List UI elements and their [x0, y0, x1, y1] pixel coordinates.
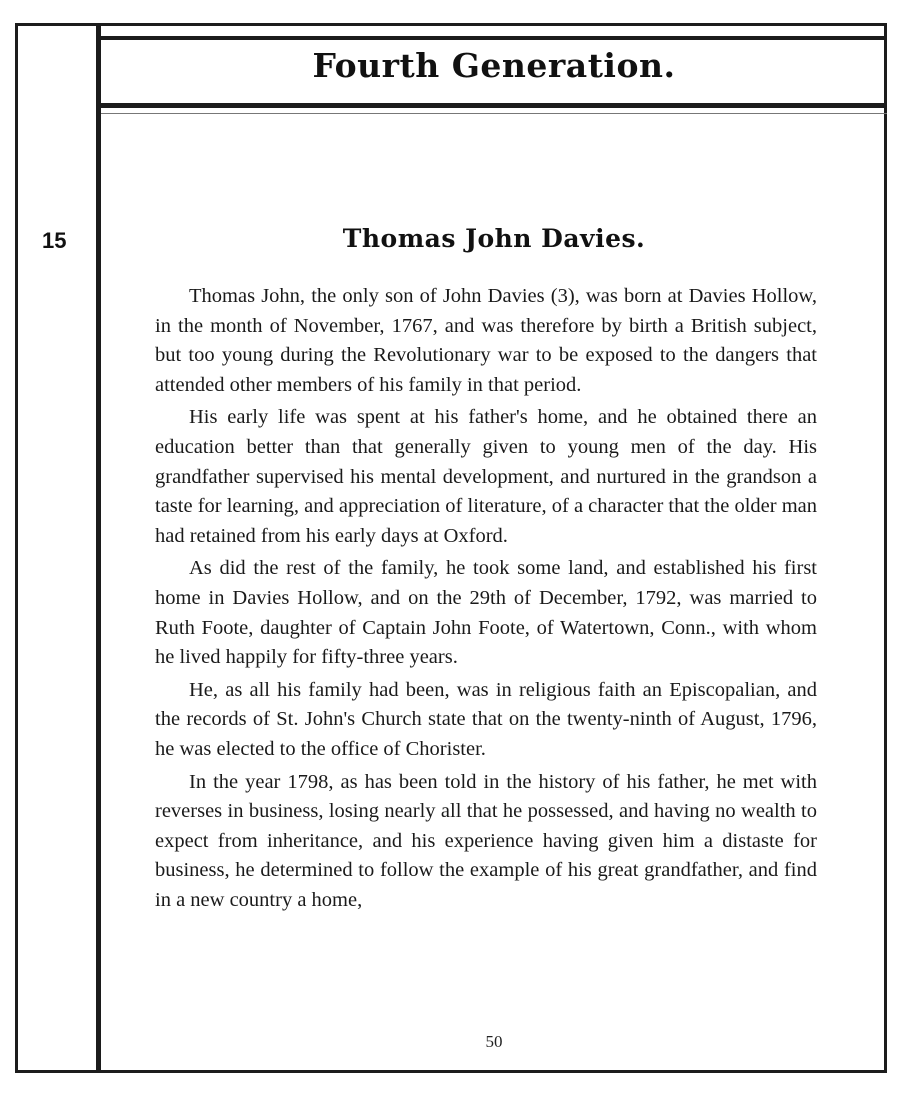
person-name-heading: Thomas John Davies.: [342, 224, 646, 253]
generation-title: Fourth Generation.: [312, 46, 676, 85]
paragraph: In the year 1798, as has been told in the history of his father, he met with reverses in business, losing nearly all that he possessed, and having no wealth to expect from inheritance, and his experience having given him a distaste for business, he determined to follow the example of his great grandfather, and find in a new country a home,: [155, 770, 817, 911]
paragraph: Thomas John, the only son of John Davies (3), was born at Davies Hollow, in the month of November, 1767, and was therefore by birth a British subject, but too young during the Revolutionary war to be exposed to the dangers that attended other members of his family in that period.: [155, 285, 817, 396]
paragraph: His early life was spent at his father's home, and he obtained there an education better than that generally given to young men of the day. His grandfather supervised his mental development, and nurtured in the grandson a taste for learning, and appreciation of literature, of a character that the older man had retained from his early days at Oxford.: [155, 406, 817, 547]
paragraph: As did the rest of the family, he took some land, and established his first home in Davies Hollow, and on the 29th of December, 1792, was married to Ruth Foote, daughter of Captain John Foote, of Watertown, Conn., with whom he lived happily for fifty-three years.: [155, 557, 817, 669]
entry-number: 15: [42, 228, 67, 253]
margin-column-rule: [96, 23, 101, 1073]
biography-text: [155, 282, 817, 918]
header-top-rule: [101, 36, 887, 40]
paragraph: He, as all his family had been, was in religious faith an Episcopalian, and the records of St. John's Church state that on the twenty-ninth of August, 1796, he was elected to the office of Chorister.: [155, 678, 817, 760]
header-bottom-rule: [101, 103, 887, 108]
header-bottom-thin-rule: [101, 113, 887, 114]
page-number: 50: [485, 1032, 503, 1051]
